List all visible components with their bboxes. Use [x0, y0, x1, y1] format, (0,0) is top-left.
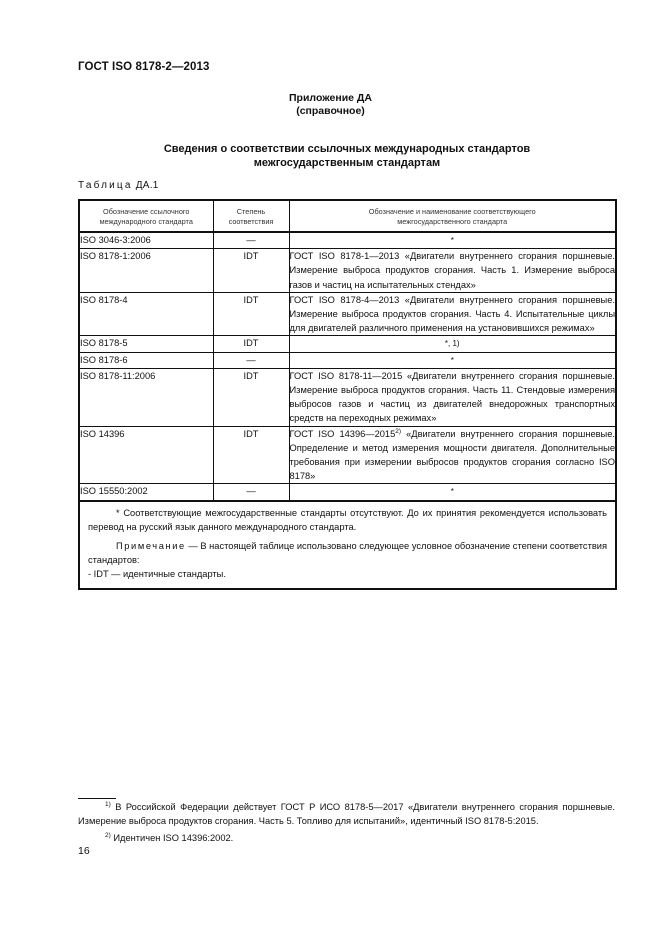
- cell-standard: ГОСТ ISO 14396—2015$^{2)}$ «Двигатели внутреннего сгорания поршневые. Определение и метод измерения мощности двигателя. Дополнительные требования при измерении выбросов продуктов сгорания согласно ISO 8178»: [289, 426, 616, 484]
- note-text: — В настоящей таблице использовано следующее условное обозначение степени соответствия стандартов:: [88, 541, 607, 566]
- cell-standard: *: [289, 352, 616, 368]
- cell-degree: —: [213, 484, 289, 501]
- cell-degree: IDT: [213, 249, 289, 293]
- cell-standard: ГОСТ ISO 8178-4—2013 «Двигатели внутреннего сгорания поршневые. Измерение выброса продуктов сгорания. Часть 4. Испытательные циклы для двигателей различного применения на установившихся режимах»: [289, 292, 616, 336]
- document-code: ГОСТ ISO 8178-2—2013: [78, 61, 210, 73]
- annex-title: Приложение ДА: [289, 92, 372, 104]
- table-row: [79, 426, 616, 484]
- table-row: [79, 368, 616, 426]
- cell-ref: ISO 15550:2002: [79, 484, 213, 501]
- section-title: [0, 142, 661, 170]
- table-caption-word: Таблица: [78, 180, 133, 191]
- footnote-1-text: В Российской Федерации действует ГОСТ Р ИСО 8178-5—2017 «Двигатели внутреннего сгорания поршневые. Измерение выброса продуктов сгорания. Часть 5. Топливо для испытаний», идентичный ISO 8178-5:2015.: [78, 802, 615, 826]
- footnotes: [78, 801, 615, 845]
- table-row: [79, 336, 616, 352]
- footnote-1: [78, 801, 615, 829]
- table-notes-row: [79, 501, 616, 589]
- table-caption-number: ДА.1: [132, 180, 159, 191]
- cell-ref: ISO 8178-1:2006: [79, 249, 213, 293]
- header-degree: Степень соответствия: [213, 200, 289, 232]
- note-item: - IDT — идентичные стандарты.: [88, 569, 226, 580]
- table-row: [79, 352, 616, 368]
- cell-degree: IDT: [213, 426, 289, 484]
- table-header-row: [79, 200, 616, 232]
- cell-ref: ISO 3046-3:2006: [79, 232, 213, 249]
- cell-standard: ГОСТ ISO 8178-11—2015 «Двигатели внутреннего сгорания поршневые. Измерение выброса продуктов сгорания. Часть 11. Стендовые измерения выбросов газов и частиц из двигателей внедорожных транспортных средств на переходных режимах»: [289, 368, 616, 426]
- footnote-1-mark: 1): [105, 800, 111, 808]
- annex-subtitle: (справочное): [296, 105, 365, 117]
- footnote-2-mark: 2): [105, 831, 111, 839]
- table-caption: [78, 180, 159, 191]
- footnote-2-text: Идентичен ISO 14396:2002.: [110, 832, 234, 843]
- cell-standard: ГОСТ ISO 8178-1—2013 «Двигатели внутреннего сгорания поршневые. Измерение выброса продуктов сгорания. Часть 1. Измерение выброса газов и частиц на испытательных стендах»: [289, 249, 616, 293]
- table-row: [79, 484, 616, 501]
- table-row: [79, 249, 616, 293]
- cell-ref: ISO 8178-4: [79, 292, 213, 336]
- correspondence-table: [78, 199, 617, 590]
- annex-heading: [0, 92, 661, 118]
- header-interstate-standard: Обозначение и наименование соответствующего межгосударственного стандарта: [289, 200, 616, 232]
- cell-standard: *: [289, 232, 616, 249]
- note-star: * Соответствующие межгосударственные стандарты отсутствуют. До их принятия рекомендуется использовать перевод на русский язык данного международного стандарта.: [88, 507, 607, 532]
- cell-ref: ISO 8178-6: [79, 352, 213, 368]
- cell-ref: ISO 8178-5: [79, 336, 213, 352]
- note-paragraph: [88, 539, 607, 567]
- cell-standard: *, 1): [289, 336, 616, 352]
- cell-degree: —: [213, 232, 289, 249]
- section-title-line2: межгосударственным стандартам: [253, 157, 441, 169]
- cell-ref: ISO 8178-11:2006: [79, 368, 213, 426]
- header-ref-standard: Обозначение ссылочного международного стандарта: [79, 200, 213, 232]
- page-number: 16: [78, 845, 90, 857]
- table-row: [79, 232, 616, 249]
- footnote-2: [78, 832, 615, 846]
- footnote-ref-2: 2): [395, 427, 402, 435]
- footnote-divider: [78, 798, 116, 799]
- cell-degree: IDT: [213, 292, 289, 336]
- cell-degree: —: [213, 352, 289, 368]
- cell-ref: ISO 14396: [79, 426, 213, 484]
- section-title-line1: Сведения о соответствии ссылочных международных стандартов: [163, 143, 531, 155]
- cell-degree: IDT: [213, 368, 289, 426]
- cell-standard: *: [289, 484, 616, 501]
- table-row: [79, 292, 616, 336]
- cell-degree: IDT: [213, 336, 289, 352]
- note-label: Примечание: [116, 541, 186, 552]
- table-notes: [79, 501, 616, 589]
